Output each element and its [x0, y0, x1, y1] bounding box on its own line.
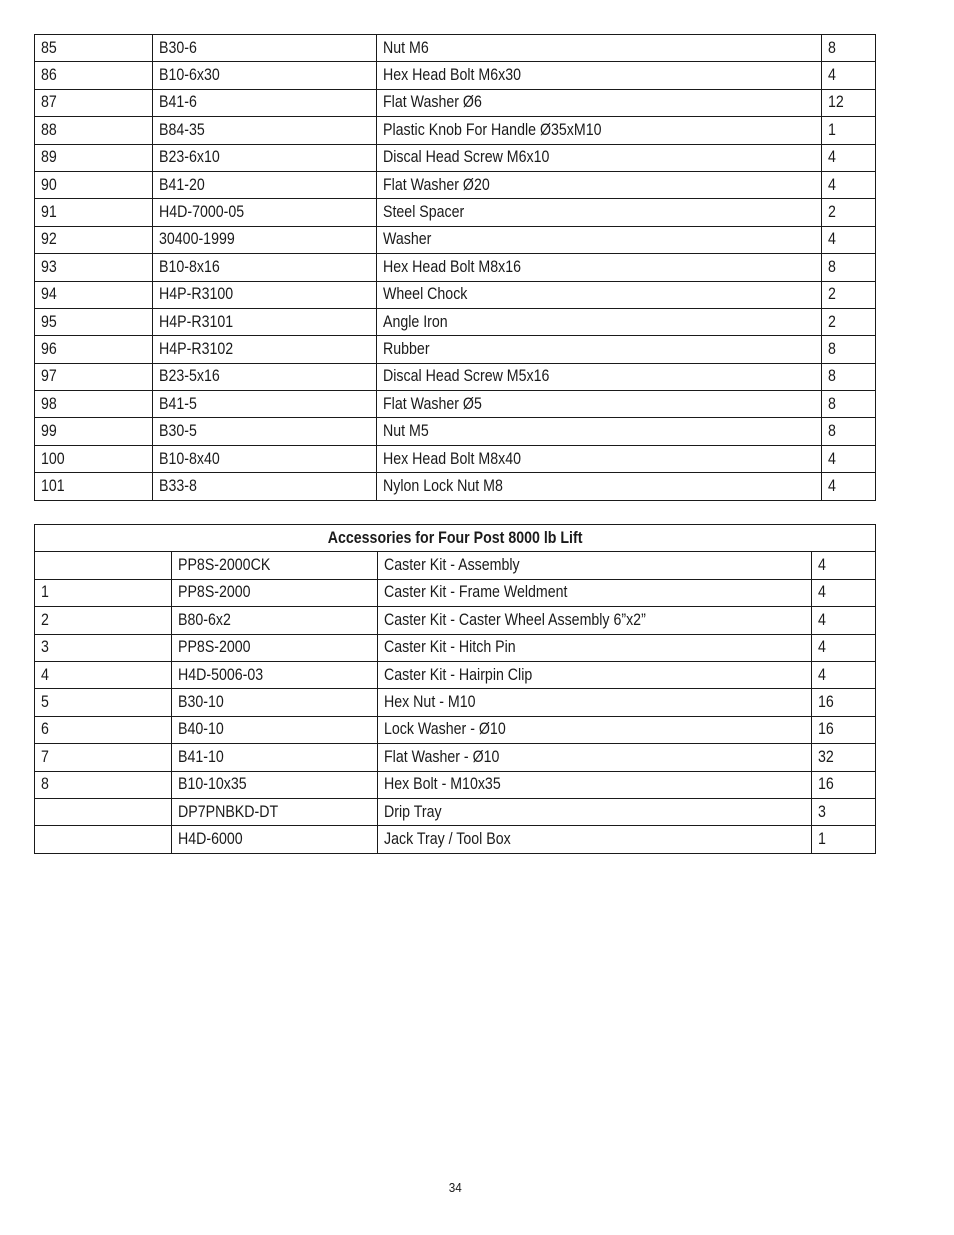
part-number: B80-6x2	[178, 610, 231, 629]
quantity-cell	[822, 281, 876, 308]
table-row	[35, 89, 876, 116]
quantity-cell	[812, 744, 876, 771]
quantity: 16	[818, 775, 834, 794]
part-number: B23-6x10	[159, 148, 220, 167]
description: Caster Kit - Hitch Pin	[384, 638, 516, 657]
part-number-cell	[172, 798, 378, 825]
quantity: 16	[818, 693, 834, 712]
item-number-cell	[35, 634, 172, 661]
table-row	[35, 744, 876, 771]
parts-table-body	[35, 35, 876, 501]
item-number: 88	[41, 120, 57, 139]
description-cell	[377, 35, 822, 62]
item-number: 99	[41, 422, 57, 441]
part-number: B84-35	[159, 120, 205, 139]
quantity-cell	[822, 62, 876, 89]
table-row	[35, 418, 876, 445]
table-row	[35, 798, 876, 825]
quantity: 8	[828, 394, 836, 413]
item-number-cell	[35, 35, 153, 62]
description-cell	[378, 579, 812, 606]
quantity-cell	[812, 552, 876, 579]
description: Flat Washer Ø6	[383, 93, 482, 112]
item-number-cell	[35, 226, 153, 253]
quantity-cell	[822, 445, 876, 472]
description: Nut M6	[383, 38, 429, 57]
quantity: 8	[828, 257, 836, 276]
quantity-cell	[822, 35, 876, 62]
part-number: B41-10	[178, 747, 224, 766]
table-row	[35, 391, 876, 418]
item-number: 92	[41, 230, 57, 249]
part-number: H4P-R3100	[159, 285, 234, 304]
quantity-cell	[822, 199, 876, 226]
quantity-cell	[822, 144, 876, 171]
item-number-cell	[35, 552, 172, 579]
item-number: 85	[41, 38, 57, 57]
description: Flat Washer Ø20	[383, 175, 490, 194]
part-number: B10-8x40	[159, 449, 220, 468]
quantity-cell	[822, 418, 876, 445]
item-number: 96	[41, 339, 57, 358]
item-number-cell	[35, 473, 153, 500]
item-number: 98	[41, 394, 57, 413]
part-number-cell	[153, 281, 377, 308]
item-number-cell	[35, 607, 172, 634]
part-number-cell	[172, 744, 378, 771]
item-number-cell	[35, 579, 172, 606]
part-number-cell	[153, 117, 377, 144]
table-row	[35, 473, 876, 500]
description-cell	[378, 607, 812, 634]
item-number-cell	[35, 144, 153, 171]
table-row	[35, 689, 876, 716]
item-number-cell	[35, 689, 172, 716]
description-cell	[378, 798, 812, 825]
quantity: 8	[828, 38, 836, 57]
description: Caster Kit - Hairpin Clip	[384, 665, 533, 684]
item-number-cell	[35, 418, 153, 445]
parts-table	[34, 34, 876, 501]
description: Jack Tray / Tool Box	[384, 829, 511, 848]
description: Plastic Knob For Handle Ø35xM10	[383, 120, 602, 139]
quantity: 8	[828, 422, 836, 441]
part-number-cell	[153, 308, 377, 335]
item-number-cell	[35, 798, 172, 825]
item-number: 97	[41, 367, 57, 386]
quantity: 3	[818, 802, 826, 821]
table-row	[35, 661, 876, 688]
quantity: 4	[828, 175, 836, 194]
item-number: 101	[41, 476, 65, 495]
item-number-cell	[35, 363, 153, 390]
part-number-cell	[153, 226, 377, 253]
part-number-cell	[153, 62, 377, 89]
table-row	[35, 171, 876, 198]
accessories-title: Accessories for Four Post 8000 lb Lift	[327, 528, 583, 547]
quantity: 4	[828, 476, 836, 495]
description-cell	[378, 716, 812, 743]
part-number: B41-6	[159, 93, 197, 112]
part-number: H4D-6000	[178, 829, 243, 848]
description-cell	[377, 226, 822, 253]
table-row	[35, 308, 876, 335]
quantity: 4	[828, 230, 836, 249]
page-number	[0, 1180, 910, 1195]
part-number: B23-5x16	[159, 367, 220, 386]
table-row	[35, 254, 876, 281]
description: Hex Head Bolt M8x16	[383, 257, 522, 276]
item-number-cell	[35, 771, 172, 798]
accessories-table	[34, 524, 876, 854]
part-number-cell	[172, 771, 378, 798]
item-number: 95	[41, 312, 57, 331]
table-row	[35, 445, 876, 472]
quantity-cell	[822, 254, 876, 281]
item-number-cell	[35, 199, 153, 226]
item-number: 94	[41, 285, 57, 304]
quantity-cell	[822, 89, 876, 116]
table-row	[35, 62, 876, 89]
description-cell	[377, 281, 822, 308]
table-row	[35, 35, 876, 62]
quantity: 2	[828, 285, 836, 304]
item-number-cell	[35, 117, 153, 144]
description-cell	[377, 363, 822, 390]
description: Nut M5	[383, 422, 429, 441]
part-number-cell	[153, 391, 377, 418]
description: Lock Washer - Ø10	[384, 720, 506, 739]
part-number-cell	[153, 35, 377, 62]
part-number-cell	[153, 336, 377, 363]
part-number: B10-6x30	[159, 66, 220, 85]
description: Hex Head Bolt M8x40	[383, 449, 522, 468]
part-number-cell	[172, 552, 378, 579]
description-cell	[378, 826, 812, 853]
part-number-cell	[153, 89, 377, 116]
quantity: 12	[828, 93, 844, 112]
quantity: 8	[828, 367, 836, 386]
description-cell	[377, 254, 822, 281]
item-number: 1	[41, 583, 49, 602]
description: Caster Kit - Assembly	[384, 556, 520, 575]
part-number-cell	[153, 171, 377, 198]
item-number: 4	[41, 665, 49, 684]
quantity-cell	[822, 117, 876, 144]
description: Caster Kit - Frame Weldment	[384, 583, 568, 602]
part-number-cell	[172, 607, 378, 634]
item-number-cell	[35, 445, 153, 472]
description: Flat Washer - Ø10	[384, 747, 500, 766]
item-number-cell	[35, 336, 153, 363]
description-cell	[378, 634, 812, 661]
description-cell	[377, 144, 822, 171]
table-row	[35, 579, 876, 606]
part-number: B41-20	[159, 175, 205, 194]
part-number-cell	[172, 634, 378, 661]
table-row	[35, 716, 876, 743]
item-number-cell	[35, 661, 172, 688]
description-cell	[377, 171, 822, 198]
part-number-cell	[172, 579, 378, 606]
part-number: B10-8x16	[159, 257, 220, 276]
description: Wheel Chock	[383, 285, 468, 304]
description-cell	[377, 336, 822, 363]
accessories-title-row	[35, 525, 876, 552]
item-number-cell	[35, 171, 153, 198]
item-number: 6	[41, 720, 49, 739]
quantity: 4	[818, 583, 826, 602]
description: Rubber	[383, 339, 430, 358]
part-number: B33-8	[159, 476, 197, 495]
quantity: 4	[828, 148, 836, 167]
part-number-cell	[172, 826, 378, 853]
item-number-cell	[35, 62, 153, 89]
part-number: H4P-R3101	[159, 312, 234, 331]
quantity: 4	[828, 449, 836, 468]
table-row	[35, 226, 876, 253]
part-number: DP7PNBKD-DT	[178, 802, 279, 821]
quantity-cell	[822, 308, 876, 335]
table-row	[35, 117, 876, 144]
description-cell	[378, 689, 812, 716]
description-cell	[377, 117, 822, 144]
part-number-cell	[172, 689, 378, 716]
quantity-cell	[822, 363, 876, 390]
quantity: 2	[828, 203, 836, 222]
part-number-cell	[172, 716, 378, 743]
part-number-cell	[172, 661, 378, 688]
quantity: 4	[818, 610, 826, 629]
part-number-cell	[153, 144, 377, 171]
quantity: 1	[828, 120, 836, 139]
accessories-title-cell	[35, 525, 876, 552]
quantity-cell	[812, 607, 876, 634]
item-number-cell	[35, 308, 153, 335]
item-number: 93	[41, 257, 57, 276]
quantity-cell	[812, 689, 876, 716]
description: Discal Head Screw M5x16	[383, 367, 550, 386]
description: Hex Head Bolt M6x30	[383, 66, 522, 85]
quantity: 32	[818, 747, 834, 766]
item-number: 100	[41, 449, 65, 468]
item-number: 86	[41, 66, 57, 85]
part-number-cell	[153, 199, 377, 226]
quantity: 8	[828, 339, 836, 358]
description-cell	[378, 661, 812, 688]
part-number-cell	[153, 418, 377, 445]
item-number: 2	[41, 610, 49, 629]
quantity-cell	[822, 226, 876, 253]
part-number: H4D-5006-03	[178, 665, 264, 684]
part-number: PP8S-2000	[178, 583, 251, 602]
description: Caster Kit - Caster Wheel Assembly 6”x2”	[384, 610, 646, 629]
description-cell	[377, 199, 822, 226]
item-number-cell	[35, 716, 172, 743]
quantity-cell	[822, 473, 876, 500]
part-number: B30-10	[178, 693, 224, 712]
quantity: 1	[818, 829, 826, 848]
part-number: B30-5	[159, 422, 197, 441]
quantity: 2	[828, 312, 836, 331]
description-cell	[377, 445, 822, 472]
part-number-cell	[153, 473, 377, 500]
item-number-cell	[35, 254, 153, 281]
description-cell	[378, 771, 812, 798]
part-number-cell	[153, 363, 377, 390]
part-number: B30-6	[159, 38, 197, 57]
quantity: 4	[818, 665, 826, 684]
part-number-cell	[153, 254, 377, 281]
page-number-text: 34	[448, 1180, 462, 1195]
table-row	[35, 634, 876, 661]
quantity-cell	[822, 391, 876, 418]
part-number: H4P-R3102	[159, 339, 234, 358]
item-number: 3	[41, 638, 49, 657]
table-row	[35, 552, 876, 579]
quantity-cell	[812, 579, 876, 606]
quantity-cell	[812, 798, 876, 825]
description-cell	[377, 62, 822, 89]
part-number: B40-10	[178, 720, 224, 739]
description: Hex Nut - M10	[384, 693, 476, 712]
description: Nylon Lock Nut M8	[383, 476, 503, 495]
item-number: 87	[41, 93, 57, 112]
description-cell	[377, 89, 822, 116]
part-number: PP8S-2000CK	[178, 556, 271, 575]
item-number: 8	[41, 775, 49, 794]
quantity: 16	[818, 720, 834, 739]
quantity-cell	[812, 771, 876, 798]
description-cell	[377, 391, 822, 418]
part-number: B10-10x35	[178, 775, 247, 794]
description-cell	[377, 418, 822, 445]
description-cell	[378, 552, 812, 579]
description: Angle Iron	[383, 312, 448, 331]
item-number-cell	[35, 391, 153, 418]
quantity: 4	[818, 638, 826, 657]
table-row	[35, 199, 876, 226]
description: Flat Washer Ø5	[383, 394, 482, 413]
item-number: 89	[41, 148, 57, 167]
table-row	[35, 281, 876, 308]
quantity: 4	[818, 556, 826, 575]
accessories-table-body	[35, 525, 876, 854]
quantity-cell	[812, 661, 876, 688]
item-number-cell	[35, 281, 153, 308]
item-number: 90	[41, 175, 57, 194]
table-row	[35, 363, 876, 390]
table-row	[35, 144, 876, 171]
quantity-cell	[812, 826, 876, 853]
description: Hex Bolt - M10x35	[384, 775, 501, 794]
table-row	[35, 771, 876, 798]
item-number: 5	[41, 693, 49, 712]
part-number: H4D-7000-05	[159, 203, 245, 222]
description: Drip Tray	[384, 802, 442, 821]
part-number: B41-5	[159, 394, 197, 413]
description: Steel Spacer	[383, 203, 465, 222]
part-number: PP8S-2000	[178, 638, 251, 657]
item-number-cell	[35, 89, 153, 116]
item-number-cell	[35, 744, 172, 771]
description-cell	[378, 744, 812, 771]
description-cell	[377, 308, 822, 335]
quantity-cell	[822, 171, 876, 198]
description: Discal Head Screw M6x10	[383, 148, 550, 167]
quantity-cell	[822, 336, 876, 363]
description: Washer	[383, 230, 432, 249]
item-number: 7	[41, 747, 49, 766]
quantity-cell	[812, 634, 876, 661]
description-cell	[377, 473, 822, 500]
table-row	[35, 826, 876, 853]
table-row	[35, 336, 876, 363]
quantity: 4	[828, 66, 836, 85]
quantity-cell	[812, 716, 876, 743]
part-number: 30400-1999	[159, 230, 235, 249]
item-number: 91	[41, 203, 57, 222]
item-number-cell	[35, 826, 172, 853]
table-row	[35, 607, 876, 634]
part-number-cell	[153, 445, 377, 472]
